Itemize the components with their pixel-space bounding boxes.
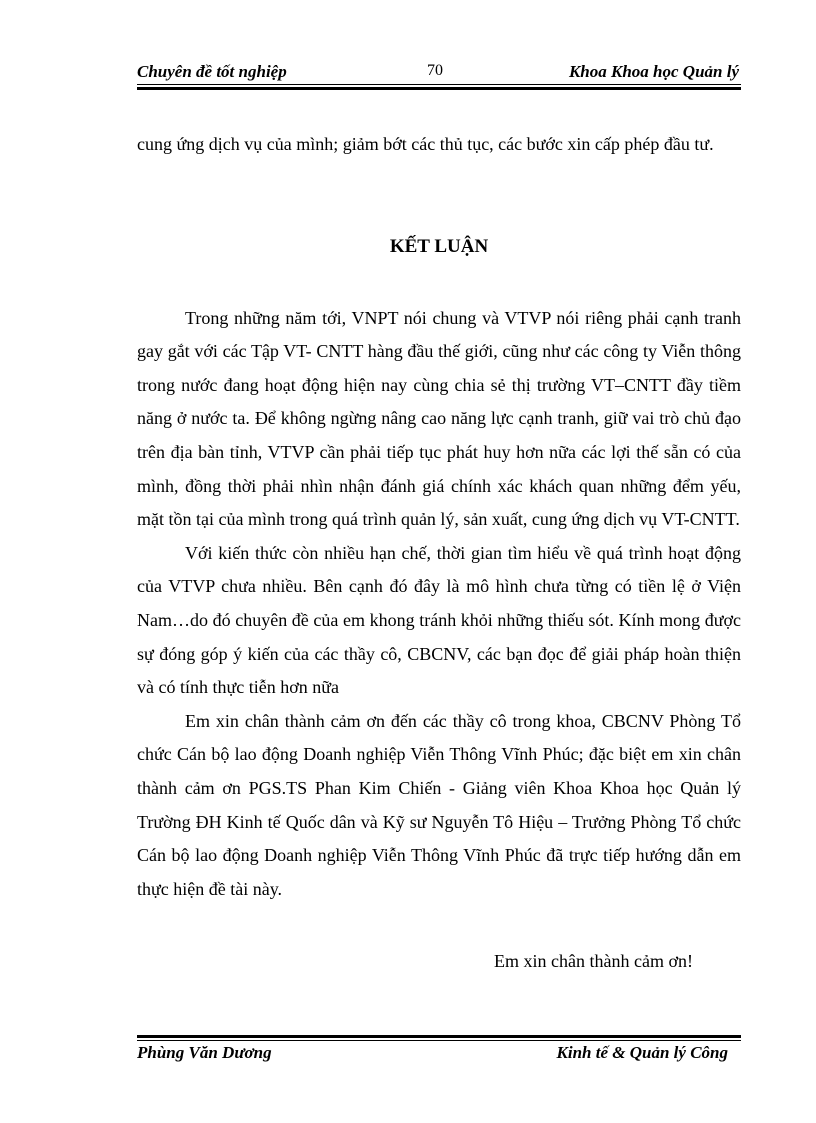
page-content — [137, 128, 741, 976]
acknowledgement-paragraph: Em xin chân thành cảm ơn đến các thầy cô trong khoa, CBCNV Phòng Tổ chức Cán bộ lao động Doanh nghiệp Viễn Thông Vĩnh Phúc; đặc biệt em xin chân thành cảm ơn PGS.TS Phan Kim Chiến - Giảng viên Khoa Khoa học Quản lý Trường ĐH Kinh tế Quốc dân và Kỹ sư Nguyễn Tô Hiệu – Trưởng Phòng Tổ chức Cán bộ lao động Doanh nghiệp Viễn Thông Vĩnh Phúc đã trực tiếp hướng dẫn em thực hiện đề tài này. — [137, 710, 741, 899]
section-title: KẾT LUẬN — [389, 235, 489, 257]
conclusion-paragraph-2: Với kiến thức còn nhiều hạn chế, thời gian tìm hiểu về quá trình hoạt động của VTVP chưa nhiều. Bên cạnh đó đây là mô hình chưa từng có tiền lệ ở Viện Nam…do đó chuyên đề của em khong tránh khỏi những thiếu sót. Kính mong được sự đóng góp ý kiến của các thầy cô, CBCNV, các bạn đọc để giải pháp hoàn thiện và có tính thực tiễn hơn nữa — [137, 542, 741, 698]
header-faculty: Khoa Khoa học Quản lý — [568, 62, 739, 81]
footer-major: Kinh tế & Quản lý Công — [556, 1043, 728, 1062]
header-document-type: Chuyên đề tốt nghiệp — [137, 62, 287, 81]
closing-thanks: Em xin chân thành cảm ơn! — [494, 951, 693, 972]
page-footer — [137, 1041, 741, 1069]
header-rule-thin — [137, 84, 741, 85]
intro-paragraph: cung ứng dịch vụ của mình; giảm bớt các thủ tục, các bước xin cấp phép đầu tư. — [137, 134, 714, 154]
header-rule-thick — [137, 87, 741, 90]
footer-author: Phùng Văn Dương — [137, 1043, 272, 1062]
footer-rule-thick — [137, 1035, 741, 1038]
page-number: 70 — [427, 62, 443, 79]
conclusion-paragraph-1: Trong những năm tới, VNPT nói chung và VTVP nói riêng phải cạnh tranh gay gắt với các Tập VT- CNTT hàng đầu thế giới, cũng như các công ty Viễn thông trong nước đang hoạt động hiện nay cùng chia sẻ thị trường VT–CNTT đầy tiềm năng ở nước ta. Để không ngừng nâng cao năng lực cạnh tranh, giữ vai trò chủ đạo trên địa bàn tỉnh, VTVP cần phải tiếp tục phát huy hơn nữa các lợi thế sẵn có của mình, đồng thời phải nhìn nhận đánh giá chính xác khách quan những đểm yếu, mặt tồn tại của mình trong quá trình quản lý, sản xuất, cung ứng dịch vụ VT-CNTT. — [137, 307, 741, 530]
